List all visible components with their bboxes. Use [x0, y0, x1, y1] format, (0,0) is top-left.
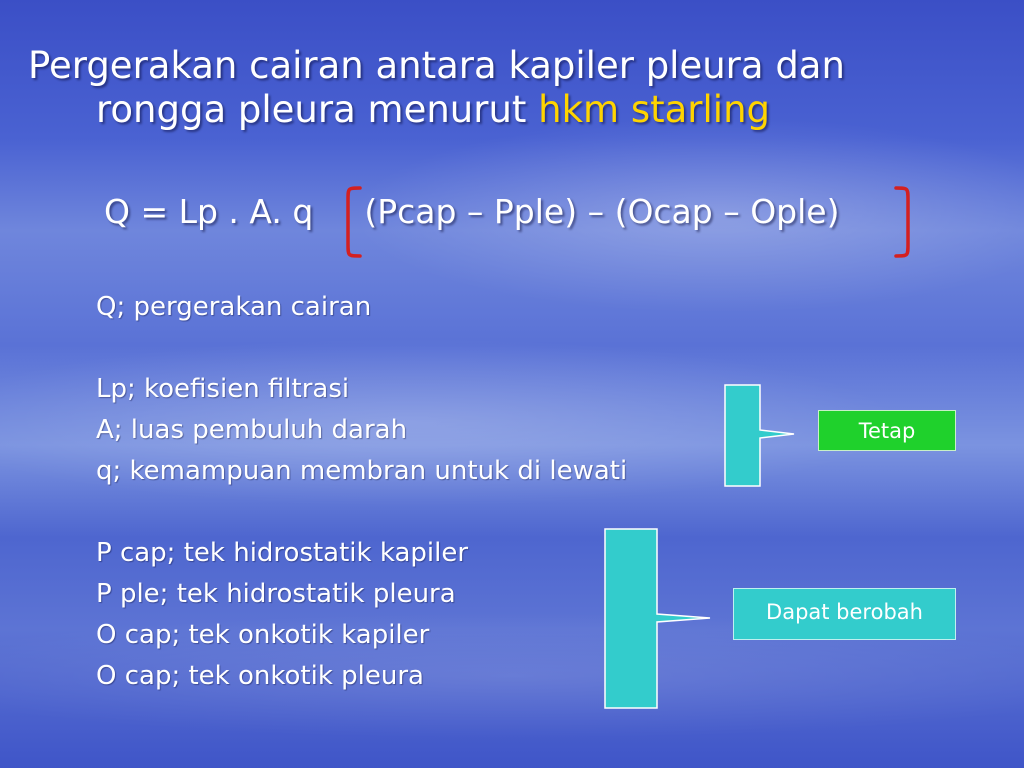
- right-brace-icon: [722, 382, 798, 490]
- formula-prefix: Q = Lp . A. q: [104, 192, 314, 231]
- dapat-berobah-label: Dapat berobah: [766, 600, 923, 624]
- definition-line: O cap; tek onkotik pleura: [96, 661, 424, 691]
- tetap-label-box: [818, 410, 956, 451]
- definitions-constants: [96, 369, 627, 492]
- definition-line: q; kemampuan membran untuk di lewati: [96, 456, 628, 486]
- slide-title: [28, 44, 988, 132]
- definition-line: Lp; koefisien filtrasi: [96, 374, 350, 404]
- title-highlight: hkm starling: [538, 88, 771, 131]
- starling-formula: [104, 192, 839, 231]
- dapat-berobah-label-box: [733, 588, 956, 640]
- definition-line: A; luas pembuluh darah: [96, 415, 408, 445]
- right-brace-icon: [602, 526, 714, 712]
- right-bracket-icon: [892, 184, 916, 260]
- definition-line: P cap; tek hidrostatik kapiler: [96, 538, 469, 568]
- definition-line: Q; pergerakan cairan: [96, 292, 372, 322]
- title-line2: [28, 88, 988, 132]
- definition-line: O cap; tek onkotik kapiler: [96, 620, 430, 650]
- tetap-label: Tetap: [858, 419, 916, 443]
- title-line2-prefix: rongga pleura menurut: [96, 88, 539, 131]
- definition-q: [96, 287, 371, 328]
- definition-line: P ple; tek hidrostatik pleura: [96, 579, 456, 609]
- formula-inner: (Pcap – Pple) – (Ocap – Ople): [364, 192, 840, 231]
- definitions-variables: [96, 533, 468, 697]
- title-line1: Pergerakan cairan antara kapiler pleura dan: [28, 44, 845, 87]
- left-bracket-icon: [340, 184, 364, 260]
